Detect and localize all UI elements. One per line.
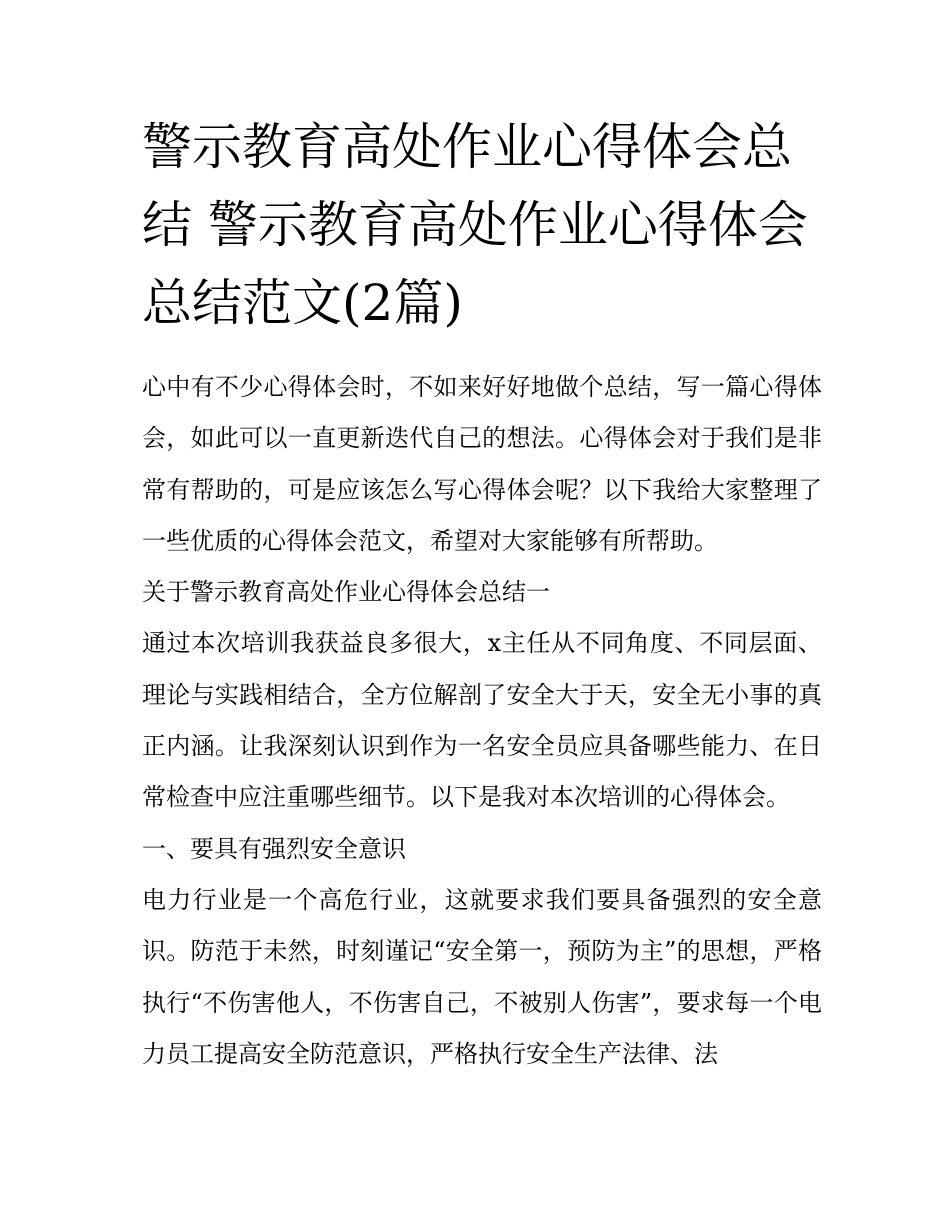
section-heading: 关于警示教育高处作业心得体会总结一 [142,578,550,607]
intro-paragraph: 心中有不少心得体会时，不如来好好地做个总结，写一篇心得体会，如此可以一直更新迭代自己的想法。心得体会对于我们是非常有帮助的，可是应该怎么写心得体会呢？以下我给大家整理了一些优质的心得体会范文，希望对大家能够有所帮助。 [142,373,822,555]
subsection-heading: 一、要具有强烈安全意识 [142,834,406,863]
body-paragraph: 电力行业是一个高危行业，这就要求我们要具备强烈的安全意识。防范于未然，时刻谨记“安全第一，预防为主”的思想，严格执行“不伤害他人，不伤害自己，不被别人伤害”，要求每一个电力员工提高安全防范意识，严格执行安全生产法律、法 [142,885,822,1068]
document-body [142,362,822,1080]
body-paragraph: 通过本次培训我获益良多很大，x主任从不同角度、不同层面、理论与实践相结合，全方位解剖了安全大于天，安全无小事的真正内涵。让我深刻认识到作为一名安全员应具备哪些能力、在日常检查中应注重哪些细节。以下是我对本次培训的心得体会。 [142,629,822,812]
document-page [142,108,822,1080]
document-title: 警示教育高处作业心得体会总结 警示教育高处作业心得体会总结范文(2篇) [142,118,808,332]
